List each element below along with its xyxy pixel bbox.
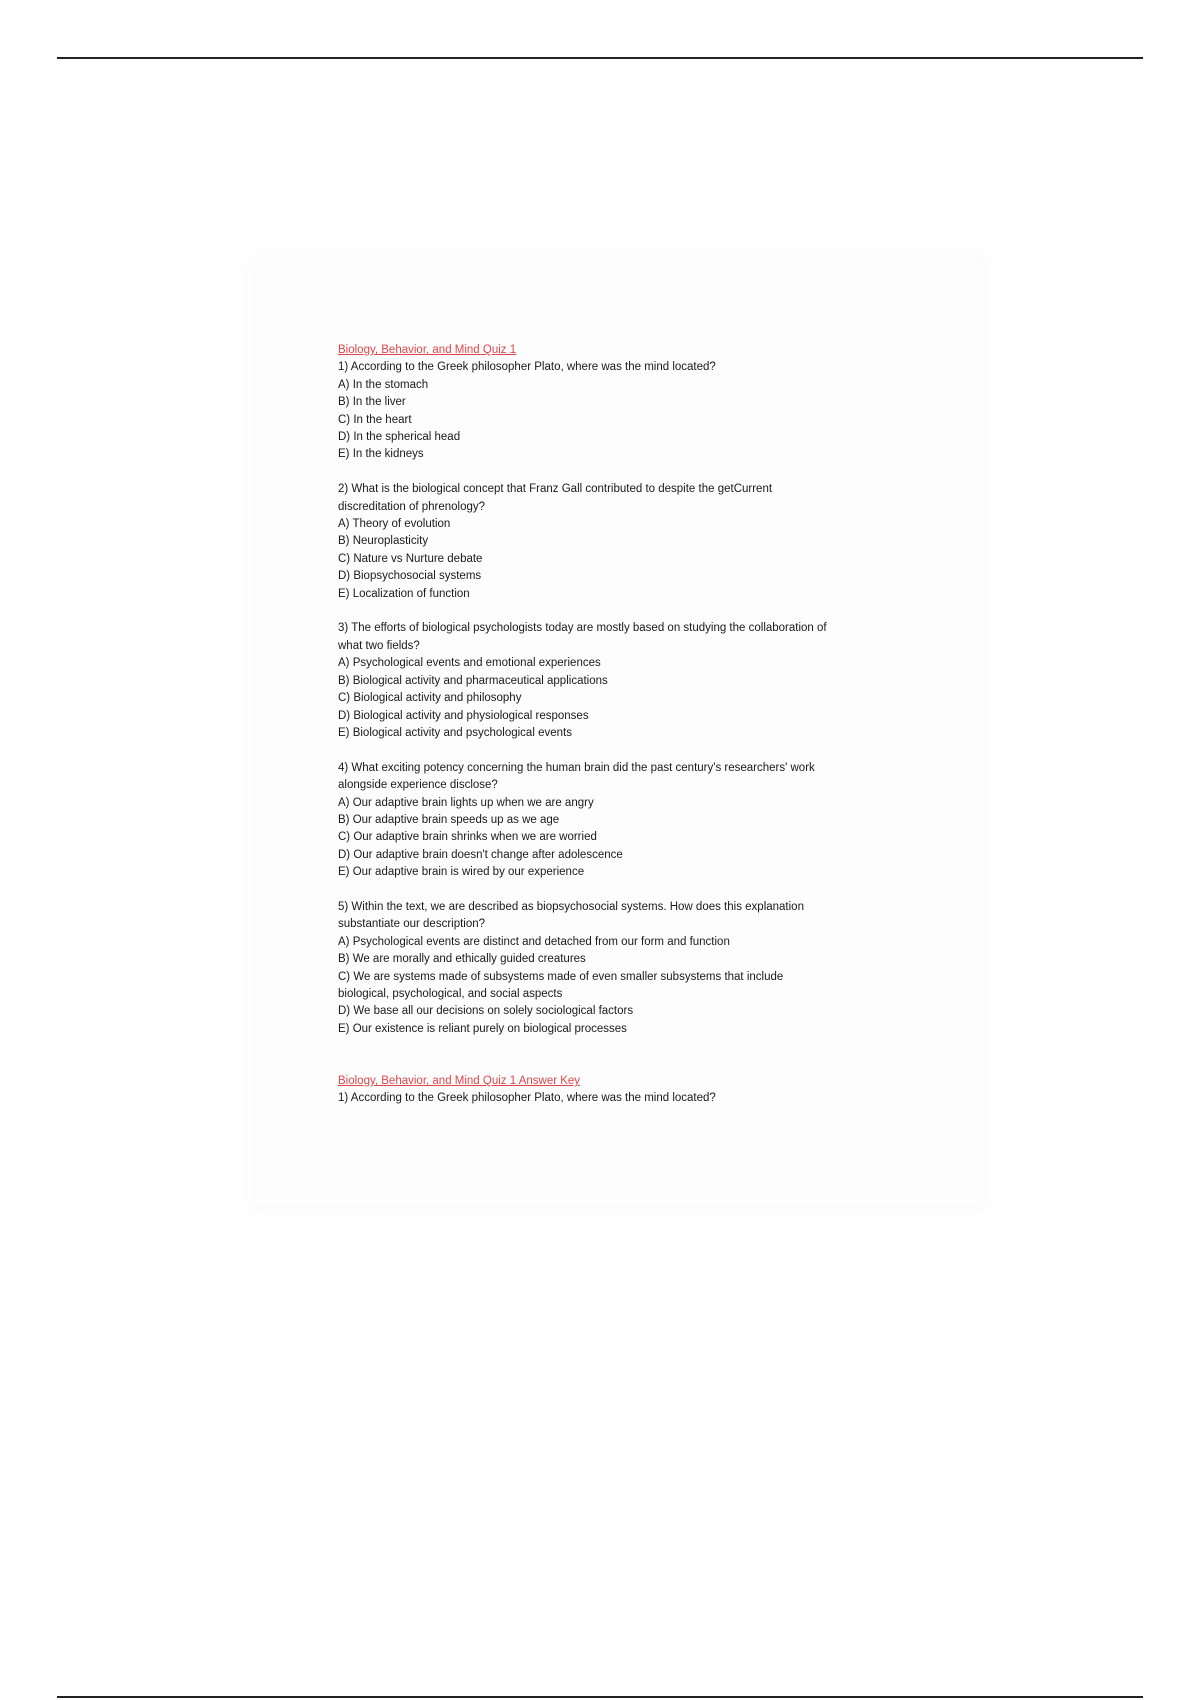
question-1-option-d: D) In the spherical head	[338, 431, 461, 444]
answer-key-title: Biology, Behavior, and Mind Quiz 1 Answer Key	[338, 1074, 581, 1087]
question-2-option-c: C) Nature vs Nurture debate	[338, 552, 483, 565]
question-4-option-c: C) Our adaptive brain shrinks when we are worried	[338, 831, 597, 844]
question-5-text-line-2: substantiate our description?	[338, 918, 486, 931]
question-5-option-d: D) We base all our decisions on solely sociological factors	[338, 1005, 634, 1018]
question-3-option-c: C) Biological activity and philosophy	[338, 692, 522, 705]
quiz-title: Biology, Behavior, and Mind Quiz 1	[338, 344, 517, 356]
question-4-option-d: D) Our adaptive brain doesn't change after adolescence	[338, 848, 623, 861]
answer-key-question-1: 1) According to the Greek philosopher Plato, where was the mind located?	[338, 1092, 716, 1105]
question-5-text-line-1: 5) Within the text, we are described as biopsychosocial systems. How does this explanation	[338, 900, 804, 913]
document-page-image	[256, 262, 980, 1206]
question-5-option-a: A) Psychological events are distinct and detached from our form and function	[338, 935, 730, 948]
question-4-text-line-1: 4) What exciting potency concerning the human brain did the past century's researchers' work	[338, 761, 815, 774]
bottom-divider	[57, 1696, 1143, 1698]
question-4-option-e: E) Our adaptive brain is wired by our experience	[338, 866, 585, 879]
question-3-option-e: E) Biological activity and psychological events	[338, 726, 572, 739]
question-3-option-b: B) Biological activity and pharmaceutical applications	[338, 674, 608, 687]
quiz-content	[338, 342, 958, 1108]
question-2-option-a: A) Theory of evolution	[338, 518, 451, 531]
question-5-option-c-line-1: C) We are systems made of subsystems made of even smaller subsystems that include	[338, 970, 784, 983]
question-2-text-line-2: discreditation of phrenology?	[338, 500, 486, 513]
question-3-text-line-1: 3) The efforts of biological psychologists today are mostly based on studying the collaboration of	[338, 622, 827, 635]
question-1-option-a: A) In the stomach	[338, 378, 429, 391]
question-4-option-a: A) Our adaptive brain lights up when we are angry	[338, 796, 594, 809]
question-3-option-a: A) Psychological events and emotional experiences	[338, 657, 601, 670]
question-2-option-d: D) Biopsychosocial systems	[338, 570, 482, 583]
question-2-text-line-1: 2) What is the biological concept that Franz Gall contributed to despite the getCurrent	[338, 483, 773, 496]
question-5-option-c-line-2: biological, psychological, and social aspects	[338, 987, 563, 1000]
question-5-option-b: B) We are morally and ethically guided creatures	[338, 953, 586, 966]
question-1-option-b: B) In the liver	[338, 396, 406, 409]
question-3-text-line-2: what two fields?	[338, 639, 420, 652]
question-1-option-e: E) In the kidneys	[338, 448, 424, 461]
question-4-option-b: B) Our adaptive brain speeds up as we age	[338, 813, 560, 826]
question-4-text-line-2: alongside experience disclose?	[338, 779, 498, 792]
question-2-option-b: B) Neuroplasticity	[338, 535, 429, 548]
question-3	[338, 620, 958, 742]
question-1-text: 1) According to the Greek philosopher Plato, where was the mind located?	[338, 361, 716, 374]
top-divider	[57, 57, 1143, 59]
question-5	[338, 899, 958, 1038]
question-5-option-e: E) Our existence is reliant purely on biological processes	[338, 1022, 627, 1035]
question-1-option-c: C) In the heart	[338, 413, 412, 426]
question-2-option-e: E) Localization of function	[338, 587, 470, 600]
question-1	[338, 359, 958, 463]
question-3-option-d: D) Biological activity and physiological responses	[338, 709, 589, 722]
question-2	[338, 481, 958, 603]
question-4	[338, 760, 958, 882]
